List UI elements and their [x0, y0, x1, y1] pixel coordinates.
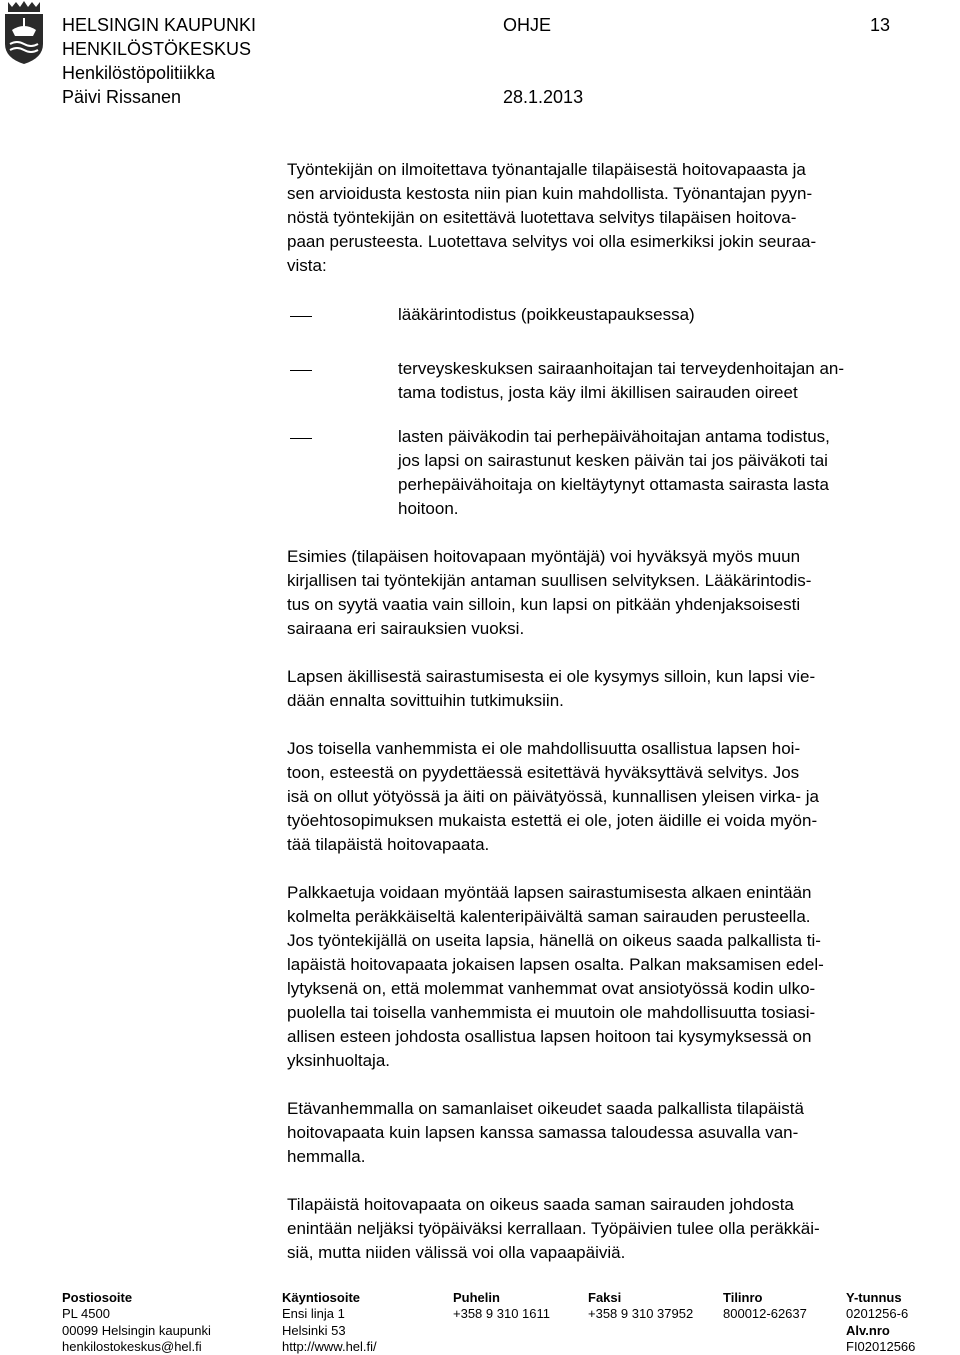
- organization-name: HELSINGIN KAUPUNKI: [62, 15, 257, 35]
- paragraph-line: Lapsen äkillisestä sairastumisesta ei ole kysymys silloin, kun lapsi vie-: [287, 667, 816, 686]
- footer-business-id: 0201256-6: [846, 1306, 909, 1321]
- paragraph-line: tää tilapäistä hoitovapaata.: [287, 835, 490, 854]
- paragraph-line: lapäistä hoitovapaata jokaisen lapsen osalta. Palkan maksamisen edel-: [287, 955, 824, 974]
- footer-postal-city: 00099 Helsingin kaupunki: [62, 1323, 211, 1338]
- paragraph-line: Tilapäistä hoitovapaata on oikeus saada saman sairauden johdosta: [287, 1195, 794, 1214]
- footer-website-link[interactable]: http://www.hel.fi/: [282, 1339, 377, 1354]
- bullet-line: lääkärintodistus (poikkeustapauksessa): [398, 305, 695, 324]
- paragraph-line: toon, esteestä on pyydettäessä esitettävä hyväksyttävä selvitys. Jos: [287, 763, 800, 782]
- organization-unit: HENKILÖSTÖKESKUS: [62, 39, 252, 59]
- paragraph-line: tus on syytä vaatia vain silloin, kun lapsi on pitkään yhdenjaksoisesti: [287, 595, 801, 614]
- department-name: Henkilöstöpolitiikka: [62, 63, 216, 83]
- paragraph-line: enintään neljäksi työpäiväksi kerrallaan. Työpäivien tulee olla peräkkäi-: [287, 1219, 820, 1238]
- page-number: 13: [870, 15, 891, 35]
- bullet-line: lasten päiväkodin tai perhepäivähoitajan antama todistus,: [398, 427, 830, 446]
- intro-line: sen arvioidusta kestosta niin pian kuin mahdollista. Työnantajan pyyn-: [287, 184, 813, 203]
- footer-account-label: Tilinro: [723, 1290, 763, 1305]
- bullet-line: jos lapsi on sairastunut kesken päivän tai jos päiväkoti tai: [398, 451, 828, 470]
- paragraph-line: puolella tai toisella vanhemmista ei muutoin ole mahdollisuutta tosiasi-: [287, 1003, 816, 1022]
- paragraph-line: Palkkaetuja voidaan myöntää lapsen sairastumisesta alkaen enintään: [287, 883, 812, 902]
- footer-visit-street: Ensi linja 1: [282, 1306, 345, 1321]
- paragraph-line: allisen esteen johdosta osallistua lapsen hoitoon tai kysymyksessä on: [287, 1027, 812, 1046]
- paragraph-line: työehtosopimuksen mukaista estettä ei ole, joten äidille ei voida myön-: [287, 811, 818, 830]
- footer-account-number: 800012-62637: [723, 1306, 807, 1321]
- footer-email-link[interactable]: henkilostokeskus@hel.fi: [62, 1339, 202, 1354]
- bullet-line: terveyskeskuksen sairaanhoitajan tai terveydenhoitajan an-: [398, 359, 845, 378]
- footer-fax-label: Faksi: [588, 1290, 622, 1305]
- paragraph-line: Etävanhemmalla on samanlaiset oikeudet saada palkallista tilapäistä: [287, 1099, 804, 1118]
- footer-vat-label: Alv.nro: [846, 1323, 890, 1338]
- paragraph-line: hemmalla.: [287, 1147, 366, 1166]
- paragraph-line: Jos toisella vanhemmista ei ole mahdollisuutta osallistua lapsen hoi-: [287, 739, 801, 758]
- footer-visit-city: Helsinki 53: [282, 1323, 346, 1338]
- paragraph-line: hoitovapaata kuin lapsen kanssa samassa taloudessa asuvalla van-: [287, 1123, 799, 1142]
- footer-postal-label: Postiosoite: [62, 1290, 133, 1305]
- helsinki-coat-of-arms-logo: [2, 0, 46, 66]
- bullet-line: tama todistus, josta käy ilmi äkillisen sairauden oireet: [398, 383, 798, 402]
- paragraph-line: Jos työntekijällä on useita lapsia, hänellä on oikeus saada palkallista ti-: [287, 931, 821, 950]
- paragraph-line: sairaana eri sairauksien vuoksi.: [287, 619, 525, 638]
- intro-line: paan perusteesta. Luotettava selvitys voi olla esimerkiksi jokin seuraa-: [287, 232, 817, 251]
- paragraph-line: kirjallisen tai työntekijän antaman suullisen selvityksen. Lääkärintodis-: [287, 571, 812, 590]
- bullet-line: perhepäivähoitaja on kieltäytynyt ottamasta sairasta lasta: [398, 475, 829, 494]
- paragraph-line: kolmelta peräkkäiseltä kalenteripäivältä saman sairauden perusteella.: [287, 907, 811, 926]
- author-name: Päivi Rissanen: [62, 87, 182, 107]
- footer-business-id-label: Y-tunnus: [846, 1290, 902, 1305]
- paragraph-line: yksinhuoltaja.: [287, 1051, 391, 1070]
- intro-line: nöstä työntekijän on esitettävä luotettava selvitys tilapäisen hoitova-: [287, 208, 797, 227]
- document-type: OHJE: [503, 15, 552, 35]
- paragraph-line: siä, mutta niiden välissä voi olla vapaapäiviä.: [287, 1243, 626, 1262]
- bullet-line: hoitoon.: [398, 499, 459, 518]
- footer-postal-box: PL 4500: [62, 1306, 110, 1321]
- paragraph-line: Esimies (tilapäisen hoitovapaan myöntäjä) voi hyväksyä myös muun: [287, 547, 801, 566]
- dash-bullet-marker: [290, 316, 312, 317]
- paragraph-line: dään ennalta sovittuihin tutkimuksiin.: [287, 691, 564, 710]
- document-date: 28.1.2013: [503, 87, 584, 107]
- dash-bullet-marker: [290, 438, 312, 439]
- footer-phone-label: Puhelin: [453, 1290, 500, 1305]
- footer-fax-number: +358 9 310 37952: [588, 1306, 694, 1321]
- footer-visit-label: Käyntiosoite: [282, 1290, 361, 1305]
- dash-bullet-marker: [290, 370, 312, 371]
- paragraph-line: isä on ollut yötyössä ja äiti on päivätyössä, kunnallisen yleisen virka- ja: [287, 787, 819, 806]
- intro-line: Työntekijän on ilmoitettava työnantajalle tilapäisestä hoitovapaasta ja: [287, 160, 806, 179]
- footer-vat-number: FI02012566: [846, 1339, 916, 1354]
- paragraph-line: lytyksenä on, että molemmat vanhemmat ovat ansiotyössä kodin ulko-: [287, 979, 816, 998]
- footer-phone-number: +358 9 310 1611: [453, 1306, 550, 1321]
- intro-line: vista:: [287, 256, 327, 275]
